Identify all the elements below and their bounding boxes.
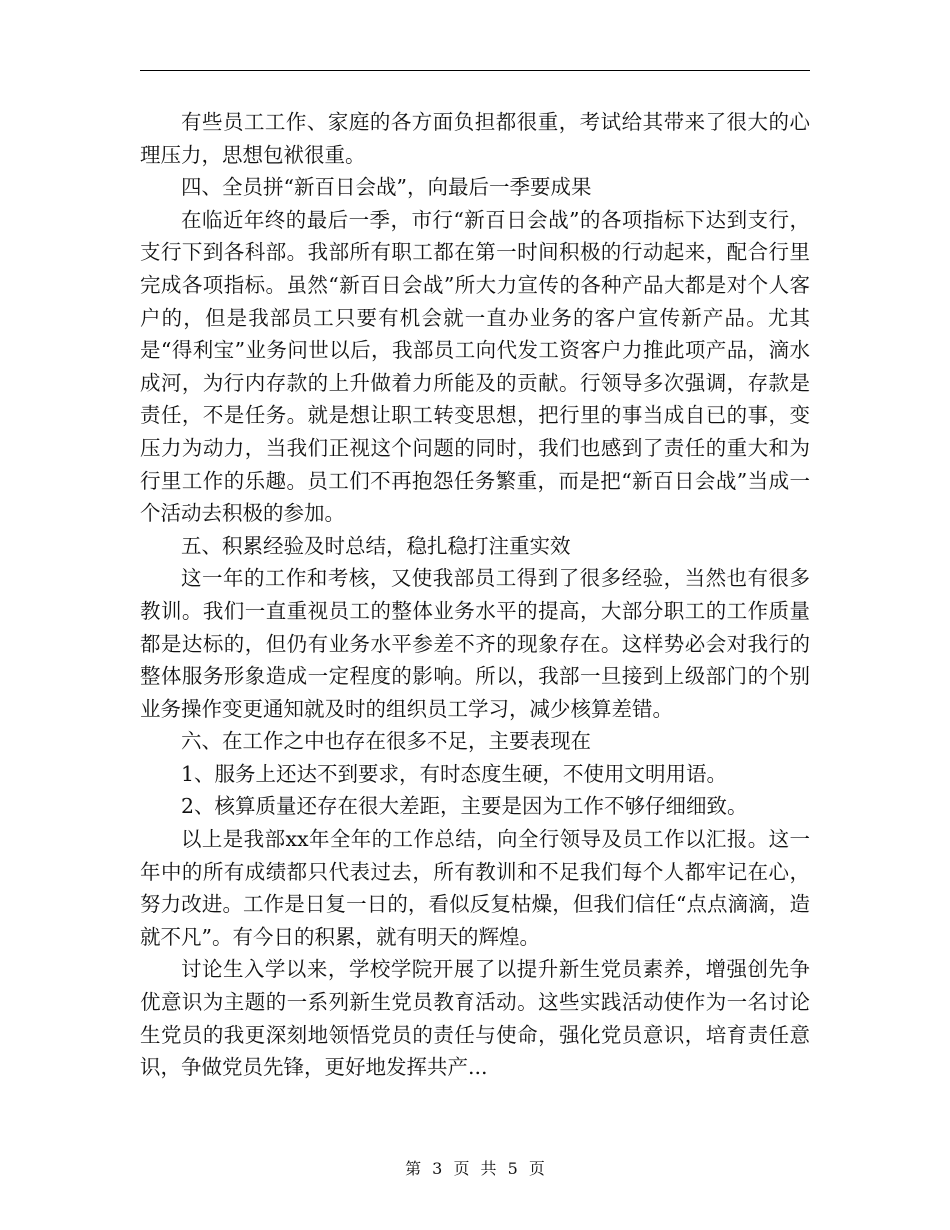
header-rule — [140, 70, 810, 71]
paragraph: 有些员工工作、家庭的各方面负担都很重，考试给其带来了很大的心理压力，思想包袱很重。 — [140, 110, 810, 167]
page-number-footer: 第 3 页 共 5 页 — [405, 1159, 545, 1178]
section-heading: 五、积累经验及时总结，稳扎稳打注重实效 — [181, 533, 571, 558]
section-heading: 四、全员拼“新百日会战”，向最后一季要成果 — [181, 175, 592, 200]
list-item: 1、服务上还达不到要求，有时态度生硬，不使用文明用语。 — [181, 761, 728, 786]
paragraph: 在临近年终的最后一季，市行“新百日会战”的各项指标下达到支行，支行下到各科部。我部所有职工都在第一时间积极的行动起来，配合行里完成各项指标。虽然“新百日会战”所大力宣传的各种产品大都是对个人客户的，但是我部员工只要有机会就一直办业务的客户宣传新产品。尤其是“得利宝”业务问世以后，我部员工向代发工资客户力推此项产品，滴水成河，为行内存款的上升做着力所能及的贡献。行领导多次强调，存款是责任，不是任务。就是想让职工转变思想，把行里的事当成自已的事，变压力为动力，当我们正视这个问题的同时，我们也感到了责任的重大和为行里工作的乐趣。员工们不再抱怨任务繁重，而是把“新百日会战”当成一个活动去积极的参加。 — [140, 207, 810, 526]
paragraph: 这一年的工作和考核，又使我部员工得到了很多经验，当然也有很多教训。我们一直重视员工的整体业务水平的提高，大部分职工的工作质量都是达标的，但仍有业务水平参差不齐的现象存在。这样势必会对我行的整体服务形象造成一定程度的影响。所以，我部一旦接到上级部门的个别业务操作变更通知就及时的组织员工学习，减少核算差错。 — [140, 566, 810, 721]
paragraph: 讨论生入学以来，学校学院开展了以提升新生党员素养，增强创先争优意识为主题的一系列新生党员教育活动。这些实践活动使作为一名讨论生党员的我更深刻地领悟党员的责任与使命，强化党员意识，培育责任意识，争做党员先锋，更好地发挥共产... — [140, 957, 810, 1080]
paragraph: 以上是我部xx年全年的工作总结，向全行领导及员工作以汇报。这一年中的所有成绩都只代表过去，所有教训和不足我们每个人都牢记在心，努力改进。工作是日复一日的，看似反复枯燥，但我们信任“点点滴滴，造就不凡”。有今日的积累，就有明天的辉煌。 — [140, 827, 810, 949]
section-heading: 六、在工作之中也存在很多不足，主要表现在 — [181, 729, 591, 754]
document-body — [140, 106, 810, 1084]
list-item: 2、核算质量还存在很大差距，主要是因为工作不够仔细细致。 — [181, 794, 748, 819]
